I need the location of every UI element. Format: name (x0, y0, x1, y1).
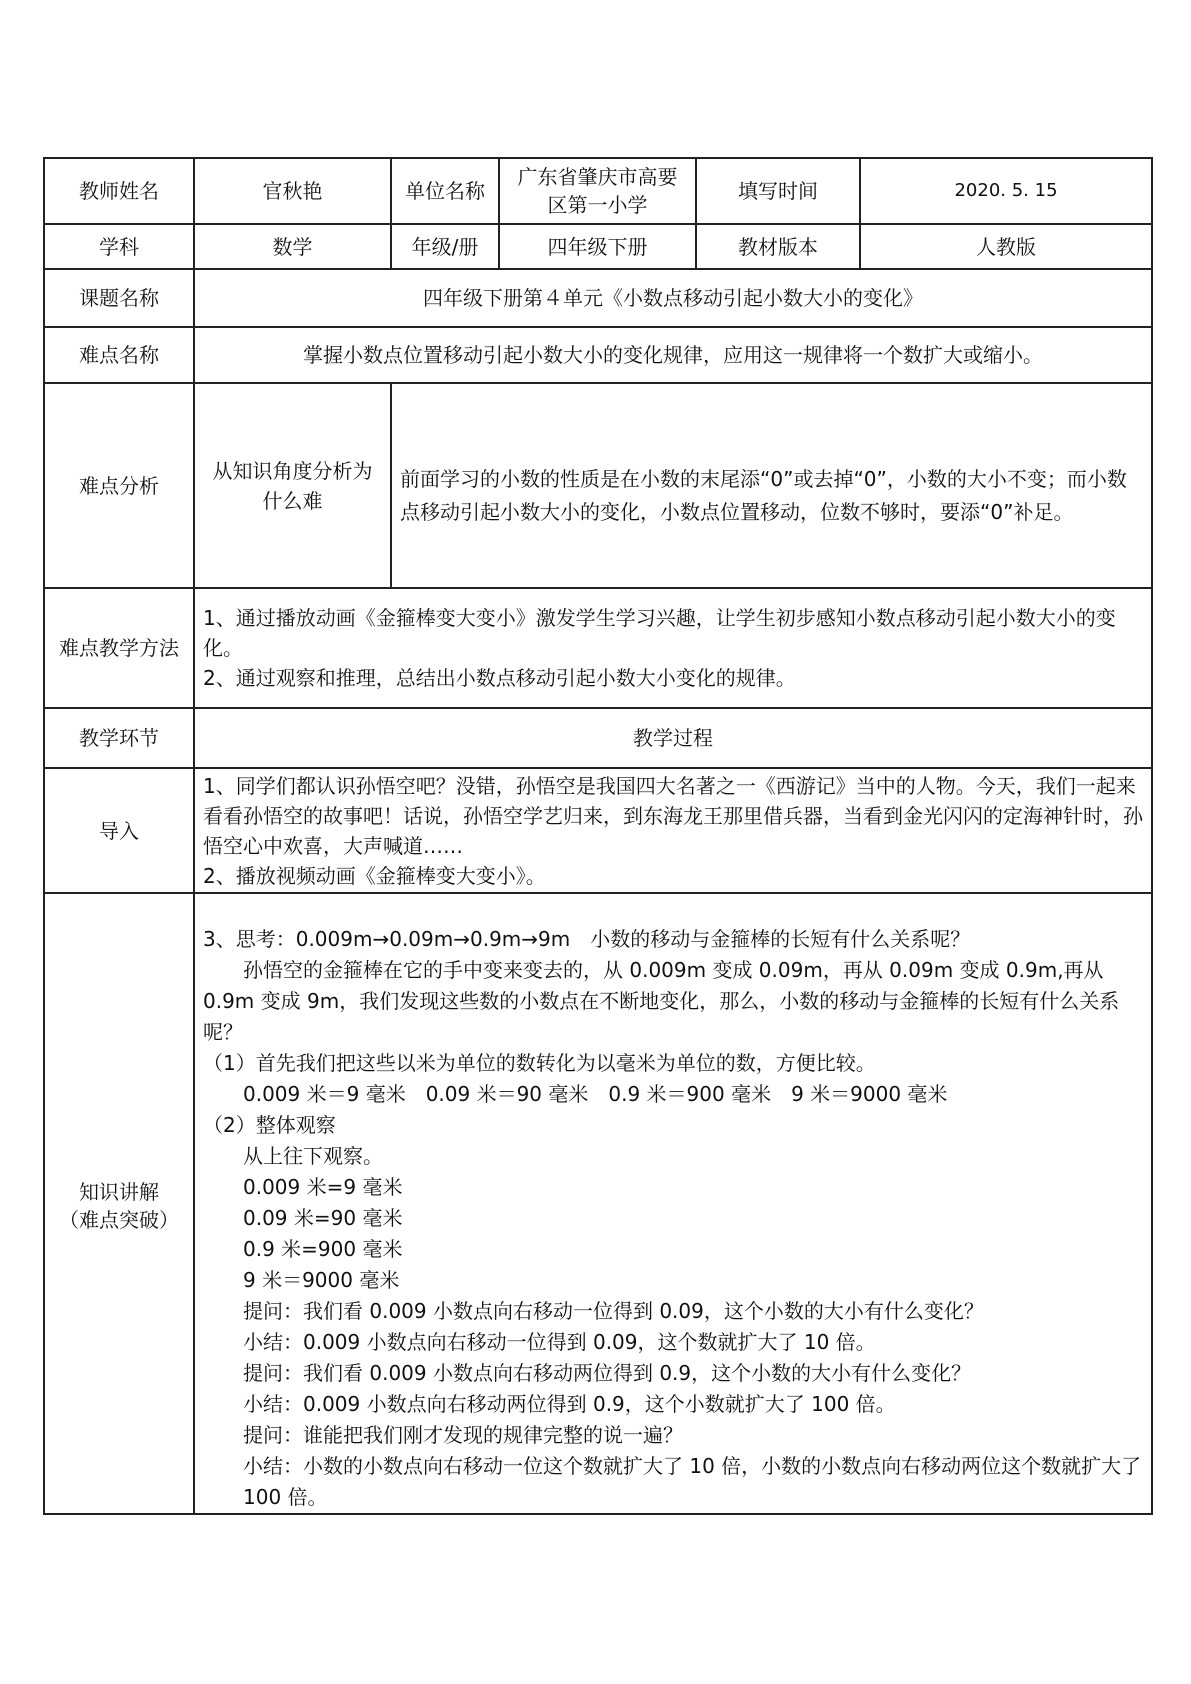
date-value: 2020. 5. 15 (860, 158, 1152, 224)
intro-line-2: 2、播放视频动画《金箍棒变大变小》。 (203, 863, 546, 888)
knowledge-line: 0.9 米=900 毫米 (243, 1237, 403, 1261)
header-row-1 (44, 158, 1152, 224)
difficulty-value: 掌握小数点位置移动引起小数大小的变化规律，应用这一规律将一个数扩大或缩小。 (194, 327, 1152, 383)
knowledge-line: 3、思考：0.009m→0.09m→0.9m→9m 小数的移动与金箍棒的长短有什么关系呢？ (203, 927, 971, 951)
intro-label: 导入 (44, 768, 194, 893)
edition-value: 人教版 (860, 224, 1152, 269)
knowledge-line: 提问：我们看 0.009 小数点向右移动两位得到 0.9，这个小数的大小有什么变化？ (243, 1361, 972, 1385)
intro-line-1: 1、同学们都认识孙悟空吧？没错，孙悟空是我国四大名著之一《西游记》当中的人物。今天，我们一起来看看孙悟空的故事吧！话说，孙悟空学艺归来，到东海龙王那里借兵器，当看到金光闪闪的定海神针时，孙悟空心中欢喜，大声喊道…… (203, 773, 1143, 858)
analysis-sublabel: 从知识角度分析为什么难 (194, 383, 391, 588)
difficulty-row (44, 327, 1152, 383)
edition-label: 教材版本 (696, 224, 860, 269)
intro-row (44, 768, 1152, 893)
difficulty-label: 难点名称 (44, 327, 194, 383)
analysis-label: 难点分析 (44, 383, 194, 588)
unit-name: 广东省肇庆市高要区第一小学 (499, 158, 696, 224)
knowledge-line: 从上往下观察。 (243, 1144, 383, 1168)
knowledge-line: 0.009 米＝9 毫米 0.09 米＝90 毫米 0.9 米＝900 毫米 9 米＝9000 毫米 (243, 1082, 948, 1106)
subject-label: 学科 (44, 224, 194, 269)
method-label: 难点教学方法 (44, 588, 194, 708)
knowledge-line: （1）首先我们把这些以米为单位的数转化为以毫米为单位的数，方便比较。 (203, 1051, 876, 1075)
grade-value: 四年级下册 (499, 224, 696, 269)
intro-content (194, 768, 1152, 893)
topic-row (44, 269, 1152, 327)
knowledge-line: 孙悟空的金箍棒在它的手中变来变去的，从 0.009m 变成 0.09m，再从 0.09m 变成 0.9m,再从 0.9m 变成 9m，我们发现这些数的小数点在不断地变化，那么，小数的移动与金箍棒的长短有什么关系呢？ (203, 958, 1120, 1044)
subject-value: 数学 (194, 224, 391, 269)
knowledge-label-line-2: （难点突破） (59, 1207, 179, 1232)
knowledge-line: 小结：0.009 小数点向右移动两位得到 0.9，这个小数就扩大了 100 倍。 (243, 1392, 896, 1416)
teacher-label: 教师姓名 (44, 158, 194, 224)
unit-label: 单位名称 (391, 158, 499, 224)
knowledge-line: 0.09 米=90 毫米 (243, 1206, 403, 1230)
method-content (194, 588, 1152, 708)
knowledge-content (194, 893, 1152, 1514)
date-label: 填写时间 (696, 158, 860, 224)
grade-label: 年级/册 (391, 224, 499, 269)
analysis-row (44, 383, 1152, 588)
knowledge-line: 0.009 米=9 毫米 (243, 1175, 403, 1199)
knowledge-label-cell (44, 893, 194, 1514)
knowledge-label-line-1: 知识讲解 (79, 1179, 159, 1204)
process-label: 教学环节 (44, 708, 194, 768)
knowledge-line: 小结：小数的小数点向右移动一位这个数就扩大了 10 倍，小数的小数点向右移动两位这个数就扩大了 100 倍。 (243, 1454, 1142, 1509)
process-header-row (44, 708, 1152, 768)
knowledge-line: 小结：0.009 小数点向右移动一位得到 0.09，这个数就扩大了 10 倍。 (243, 1330, 876, 1354)
knowledge-row (44, 893, 1152, 1514)
knowledge-line: （2）整体观察 (203, 1113, 336, 1137)
method-line-2: 2、通过观察和推理，总结出小数点移动引起小数大小变化的规律。 (203, 666, 796, 690)
process-value: 教学过程 (194, 708, 1152, 768)
topic-value: 四年级下册第４单元《小数点移动引起小数大小的变化》 (194, 269, 1152, 327)
method-line-1: 1、通过播放动画《金箍棒变大变小》激发学生学习兴趣，让学生初步感知小数点移动引起小数大小的变化。 (203, 606, 1116, 660)
knowledge-line: 9 米＝9000 毫米 (243, 1268, 400, 1292)
lesson-plan-table (43, 157, 1153, 1515)
topic-label: 课题名称 (44, 269, 194, 327)
teacher-name: 官秋艳 (194, 158, 391, 224)
knowledge-line: 提问：谁能把我们刚才发现的规律完整的说一遍？ (243, 1423, 683, 1447)
analysis-text: 前面学习的小数的性质是在小数的末尾添“0”或去掉“0”，小数的大小不变；而小数点移动引起小数大小的变化，小数点位置移动，位数不够时，要添“0”补足。 (391, 383, 1152, 588)
method-row (44, 588, 1152, 708)
header-row-2 (44, 224, 1152, 269)
knowledge-line: 提问：我们看 0.009 小数点向右移动一位得到 0.09，这个小数的大小有什么变化？ (243, 1299, 984, 1323)
